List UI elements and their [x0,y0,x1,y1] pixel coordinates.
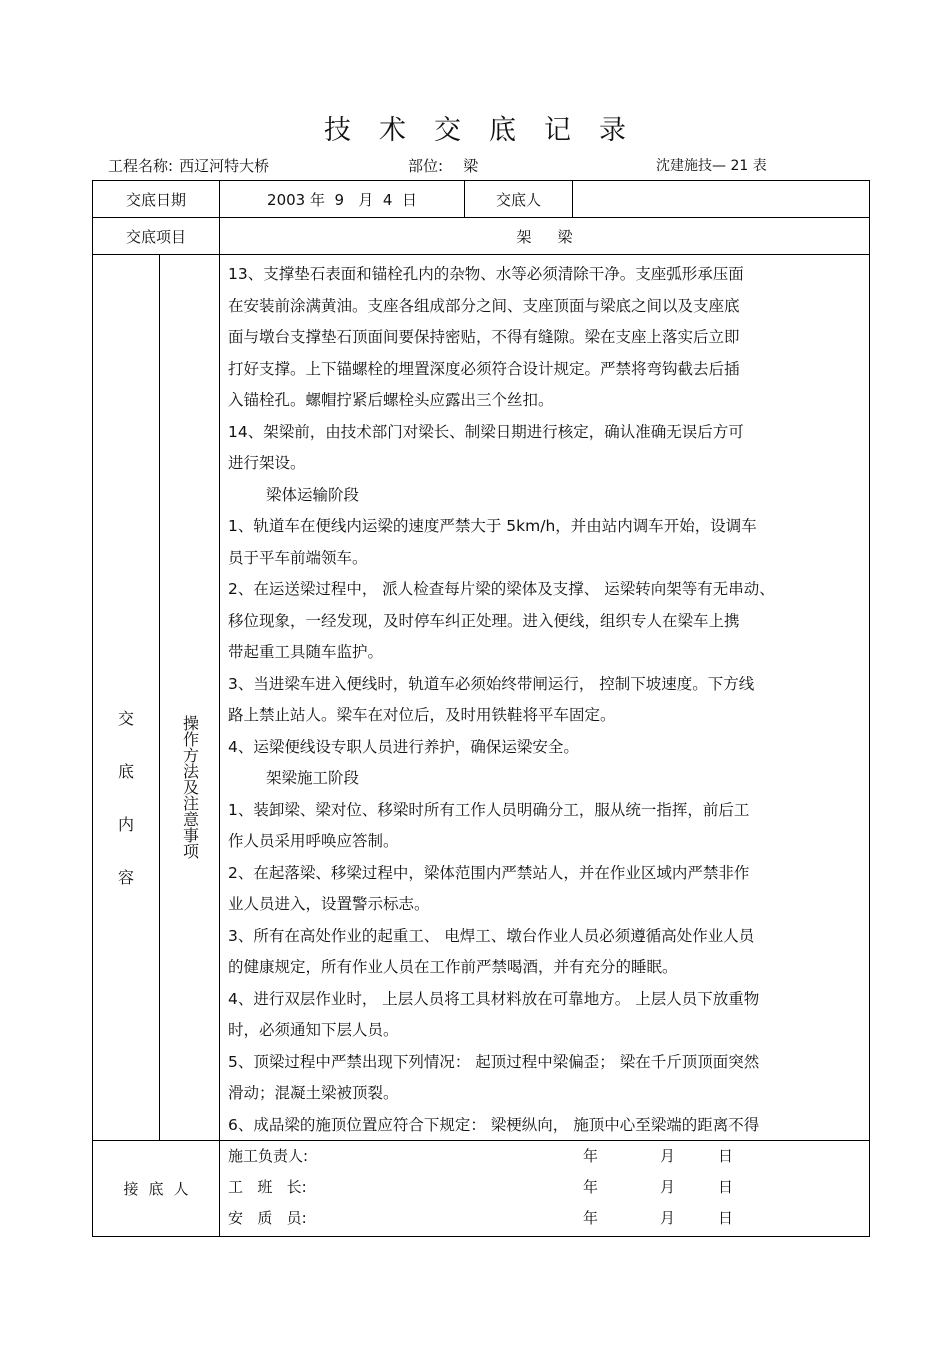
form-code: 沈建施技— 21 表 [656,158,767,174]
content-line: 作人员采用呼唤应答制。 [228,832,399,851]
section-heading: 梁体运输阶段 [266,485,360,504]
page-title: 技术交底记录 [324,115,654,146]
content-line: 4、进行双层作业时， 上层人员将工具材料放在可靠地方。 上层人员下放重物 [228,989,760,1008]
signer-name: 安 质 员: [228,1208,307,1227]
content-line: 14、架梁前，由技术部门对梁长、制梁日期进行核定，确认准确无误后方可 [228,422,744,441]
signer-year: 年 [583,1146,599,1165]
content-line: 1、轨道车在便线内运梁的速度严禁大于 5km/h，并由站内调车开始，设调车 [228,517,757,536]
item-value: 架梁 [220,218,870,255]
content-line: 员于平车前端领车。 [228,548,368,567]
content-line: 1、装卸梁、梁对位、移梁时所有工作人员明确分工，服从统一指挥，前后工 [228,800,750,819]
date-label: 交底日期 [93,181,220,218]
content-label-cell [93,255,160,1141]
signer-month: 月 [660,1208,676,1227]
content-line: 的健康规定，所有作业人员在工作前严禁喝酒，并有充分的睡眠。 [228,958,678,977]
content-line: 3、当进梁车进入便线时，轨道车必须始终带闸运行， 控制下坡速度。下方线 [228,674,755,693]
project-name [108,155,269,176]
content-line: 业人员进入，设置警示标志。 [228,895,430,914]
receiver-row [93,1140,870,1236]
method-label-cell [160,255,220,1141]
content-line: 2、在运送梁过程中， 派人检查每片梁的梁体及支撑、 运梁转向架等有无串动、 [228,580,775,599]
content-line: 移位现象，一经发现，及时停车纠正处理。进入便线，组织专人在梁车上携 [228,611,740,630]
receiver-label: 接底人 [93,1140,220,1236]
signer-year: 年 [583,1177,599,1196]
content-line: 面与墩台支撑垫石顶面间要保持密贴，不得有缝隙。梁在支座上落实后立即 [228,328,740,347]
content-text [228,259,865,1140]
part-field [408,155,478,176]
signer-name: 施工负责人: [228,1146,309,1165]
content-line: 5、顶梁过程中严禁出现下列情况： 起顶过程中梁偏歪； 梁在千斤顶顶面突然 [228,1052,760,1071]
signer-month: 月 [660,1146,676,1165]
content-row [93,255,870,1141]
content-line: 4、运梁便线设专职人员进行养护，确保运梁安全。 [228,737,579,756]
content-line: 带起重工具随车监护。 [228,643,384,662]
signer-day: 日 [718,1177,734,1196]
item-row [93,218,870,255]
discloser-label: 交底人 [465,181,573,218]
date-row [93,181,870,218]
signer-row [220,1172,869,1203]
signers-cell [220,1140,870,1236]
content-line: 入锚栓孔。螺帽拧紧后螺栓头应露出三个丝扣。 [228,391,554,410]
project-label: 工程名称: [108,157,174,175]
part-value: 梁 [463,157,479,175]
content-line: 13、支撑垫石表面和锚栓孔内的杂物、水等必须清除干净。支座弧形承压面 [228,265,744,284]
content-line: 时，必须通知下层人员。 [228,1021,399,1040]
signer-row [220,1141,869,1172]
signer-year: 年 [583,1208,599,1227]
part-label: 部位: [408,157,444,175]
content-line: 在安装前涂满黄油。支座各组成部分之间、支座顶面与梁底之间以及支座底 [228,296,740,315]
signer-name: 工 班 长: [228,1177,307,1196]
content-label: 交 底 内 容 [117,709,134,888]
signer-day: 日 [718,1146,734,1165]
content-line: 2、在起落梁、移梁过程中，梁体范围内严禁站人，并在作业区域内严禁非作 [228,863,750,882]
content-line: 路上禁止站人。梁车在对位后，及时用铁鞋将平车固定。 [228,706,616,725]
content-line: 进行架设。 [228,454,306,473]
item-label: 交底项目 [93,218,220,255]
disclosure-table [92,180,870,1237]
content-line: 打好支撑。上下锚螺栓的埋置深度必须符合设计规定。严禁将弯钩截去后插 [228,359,740,378]
section-heading: 架梁施工阶段 [266,769,360,788]
content-line: 3、所有在高处作业的起重工、 电焊工、墩台作业人员必须遵循高处作业人员 [228,926,755,945]
content-line: 滑动；混凝土梁被顶裂。 [228,1084,399,1103]
signer-month: 月 [660,1177,676,1196]
date-value: 2003 年 9 月 4 日 [220,181,465,218]
content-cell [220,255,870,1141]
content-line: 6、成品梁的施顶位置应符合下规定： 梁梗纵向， 施顶中心至梁端的距离不得 [228,1115,760,1134]
signer-row [220,1203,869,1234]
project-value: 西辽河特大桥 [179,157,270,175]
method-label: 操作方法及注意事项 [180,715,200,860]
discloser-value [573,181,870,218]
signer-day: 日 [718,1208,734,1227]
